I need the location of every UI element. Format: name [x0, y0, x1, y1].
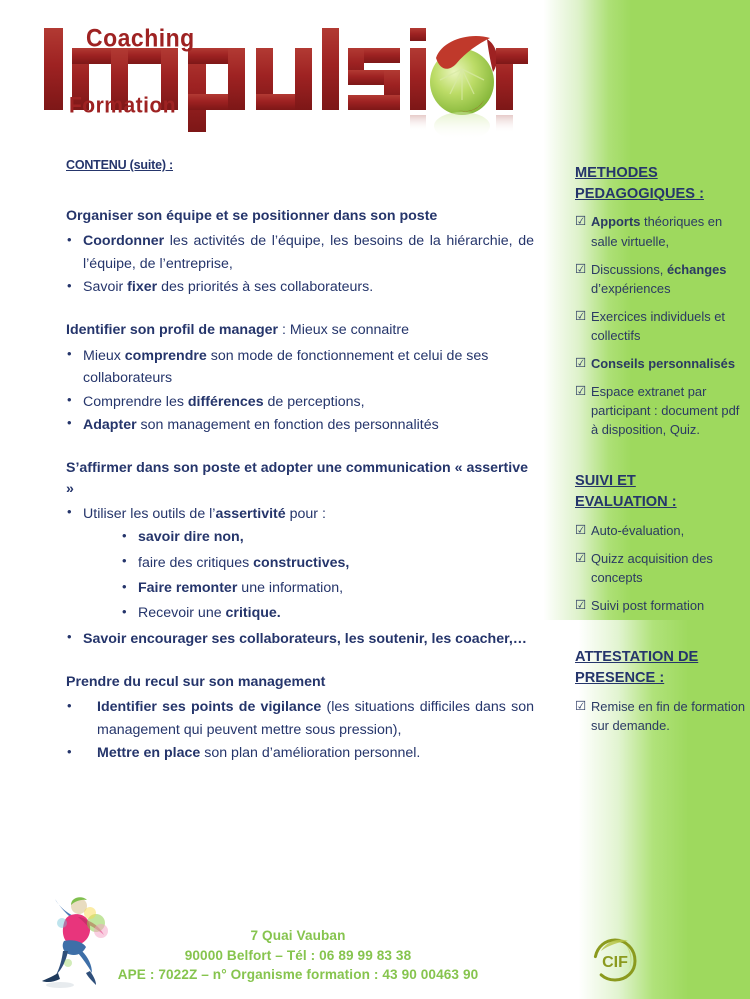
item-part: Auto-évaluation,	[591, 522, 685, 538]
sidebar-section-attestation	[575, 647, 747, 735]
bullet-list	[66, 230, 534, 298]
bullet-part: pour :	[285, 505, 326, 522]
footer-city-phone: 90000 Belfort – Tél : 06 89 99 83 38	[184, 947, 412, 963]
bullet-part: constructives,	[253, 554, 350, 571]
checkbox-checked-icon: ☑	[575, 214, 587, 229]
bullet-part: son mode de fonctionnement et celui de ses collaborateurs	[83, 347, 489, 387]
checkbox-checked-icon: ☑	[575, 598, 587, 613]
block-title-bold: Prendre du recul sur son management	[66, 674, 326, 691]
block-title	[66, 320, 534, 340]
sidebar-heading-line2: PRESENCE :	[575, 669, 665, 686]
bullet-list	[66, 503, 534, 525]
item-part: Apports	[591, 214, 641, 230]
contenu-label: CONTENU (suite) :	[66, 158, 174, 172]
sidebar-heading-line2: PEDAGOGIQUES :	[575, 185, 704, 202]
item-part: Remise en fin de formation sur demande.	[591, 698, 746, 733]
sidebar-checklist	[575, 521, 747, 615]
list-item	[575, 260, 747, 298]
list-item	[575, 212, 747, 250]
list-item	[66, 230, 534, 275]
bullet-list	[66, 345, 534, 437]
bullet-part: Utiliser les outils de l’	[83, 505, 216, 522]
bullet-part: Mettre en place	[97, 745, 201, 762]
item-part: Conseils personnalisés	[591, 356, 736, 371]
item-part: Quizz acquisition des concepts	[591, 550, 713, 585]
item-part: Espace extranet par participant : document pdf à disposition, Quiz.	[591, 384, 740, 438]
bullet-part: fixer	[127, 279, 158, 296]
bullet-part: une information,	[237, 580, 344, 596]
checkbox-checked-icon: ☑	[575, 698, 587, 713]
sidebar-heading-line1: SUIVI ET	[575, 473, 636, 490]
list-item	[66, 276, 534, 298]
bullet-part: Comprendre les	[83, 393, 188, 410]
item-part: échanges	[666, 261, 727, 277]
list-item	[121, 526, 534, 548]
checkbox-checked-icon: ☑	[575, 261, 587, 276]
content-block-saffirmer	[66, 458, 534, 650]
sidebar-heading-line1: METHODES	[575, 165, 658, 181]
checkbox-checked-icon: ☑	[575, 522, 587, 537]
content-block-prendre-recul	[66, 672, 534, 764]
list-item	[121, 577, 534, 599]
list-item	[575, 697, 747, 735]
list-item	[66, 345, 534, 390]
footer-address: 7 Quai Vauban	[250, 928, 346, 943]
bullet-part: des priorités à ses collaborateurs.	[157, 279, 374, 296]
content-block-identifier-profil	[66, 320, 534, 436]
list-item	[66, 742, 534, 764]
block-title-bold: Identifier son profil de manager	[66, 322, 279, 339]
bullet-part: Adapter	[83, 416, 137, 433]
bullet-part: assertivité	[215, 505, 286, 522]
sidebar	[575, 163, 747, 752]
bullet-part: Identifier ses points de vigilance	[97, 699, 322, 716]
list-item	[121, 602, 534, 624]
block-title	[66, 458, 534, 498]
list-item	[575, 549, 747, 587]
cif-logo-text: CIF	[602, 954, 628, 971]
sidebar-section-suivi	[575, 471, 747, 615]
cif-logo	[588, 933, 642, 987]
list-item	[575, 354, 747, 373]
bullet-part: les activités de l’équipe, les besoins de la hiérarchie, de l’équipe, de l’entreprise,	[83, 233, 534, 272]
list-item	[66, 414, 534, 436]
sidebar-heading-line2: EVALUATION :	[575, 494, 677, 511]
bullet-list	[66, 696, 534, 764]
bullet-part: de perceptions,	[263, 393, 365, 410]
svg-text:Coaching: Coaching	[86, 24, 195, 53]
bullet-part: (les situations difficiles dans son management qui peuvent mettre sous pression),	[97, 699, 534, 738]
list-item	[66, 696, 534, 741]
item-part: d’expériences	[591, 280, 671, 296]
list-item	[575, 307, 747, 345]
impulsion-logo	[38, 14, 528, 142]
bullet-part: Mieux	[83, 347, 125, 364]
bullet-part: Recevoir une	[138, 605, 226, 622]
main-content	[66, 158, 534, 787]
sidebar-checklist	[575, 212, 747, 439]
list-item	[575, 521, 747, 540]
bullet-list-after	[66, 628, 534, 650]
item-part: théoriques en salle virtuelle,	[591, 214, 723, 249]
checkbox-checked-icon: ☑	[575, 308, 587, 323]
bullet-part: Coordonner	[83, 233, 165, 250]
sidebar-section-methodes	[575, 163, 747, 439]
block-title-bold: Organiser son équipe et se positionner dans son poste	[66, 208, 438, 224]
list-item	[575, 596, 747, 615]
block-title	[66, 206, 534, 226]
bullet-part: savoir dire non,	[138, 529, 244, 546]
block-title-bold: S’affirmer dans son poste et adopter une communication « assertive »	[66, 460, 529, 497]
list-item	[121, 552, 534, 574]
checkbox-checked-icon: ☑	[575, 356, 587, 370]
bullet-part: Savoir encourager ses collaborateurs, les soutenir, les coacher,…	[83, 630, 527, 647]
item-part: Suivi post formation	[591, 598, 705, 614]
block-title-regular: : Mieux se connaitre	[278, 322, 409, 339]
sidebar-heading-line1: ATTESTATION DE	[575, 649, 699, 666]
bullet-part: son plan d’amélioration personnel.	[200, 745, 421, 762]
footer-contact	[0, 926, 596, 985]
content-block-organiser	[66, 206, 534, 298]
list-item	[575, 382, 747, 439]
block-title	[66, 672, 534, 692]
checkbox-checked-icon: ☑	[575, 384, 587, 399]
item-part: Exercices individuels et collectifs	[591, 308, 725, 343]
sidebar-heading	[575, 471, 747, 512]
footer-registration: APE : 7022Z – n° Organisme formation : 43 90 00463 90	[117, 967, 479, 983]
bullet-part: critique.	[225, 605, 281, 622]
bullet-part: faire des critiques	[138, 554, 254, 571]
list-item	[66, 391, 534, 413]
sub-bullet-list	[66, 526, 534, 625]
bullet-part: Faire remonter	[138, 580, 238, 596]
item-part: Discussions,	[591, 261, 667, 277]
sidebar-heading	[575, 163, 747, 204]
bullet-part: comprendre	[124, 347, 207, 364]
checkbox-checked-icon: ☑	[575, 550, 587, 565]
svg-text:Formation: Formation	[69, 91, 177, 118]
list-item	[66, 503, 534, 525]
bullet-part: Savoir	[83, 279, 128, 296]
bullet-part: différences	[187, 393, 264, 410]
bullet-part: son management en fonction des personnalités	[136, 416, 439, 433]
list-item	[66, 628, 534, 650]
sidebar-heading	[575, 647, 747, 688]
sidebar-checklist	[575, 697, 747, 735]
